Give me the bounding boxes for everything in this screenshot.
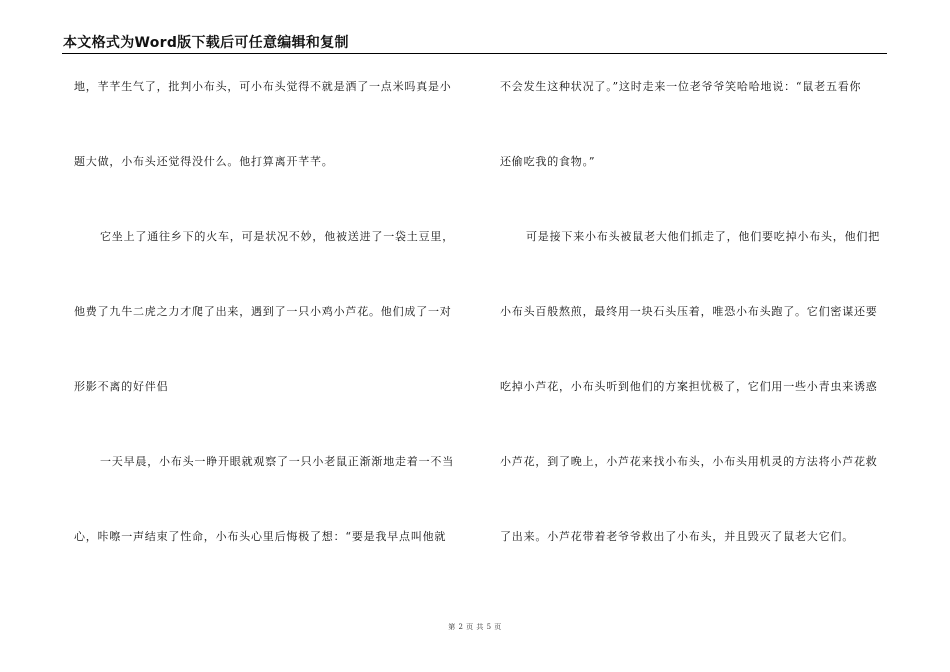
page-number-footer: 第 2 页 共 5 页 [448,623,502,631]
text-line: 不会发生这种状况了。”这时走来一位老爷爷笑哈哈地说：“鼠老五看你 [500,80,862,93]
text-line: 形影不离的好伴侣 [74,380,169,393]
text-line: 一天早晨，小布头一睁开眼就观察了一只小老鼠正渐渐地走着一不当 [100,455,454,468]
text-line: 题大做，小布头还觉得没什么。他打算离开芊芊。 [74,155,334,168]
text-line: 地，芊芊生气了，批判小布头，可小布头觉得不就是洒了一点米吗真是小 [74,80,452,93]
text-line: 它坐上了通往乡下的火车，可是状况不妙，他被送进了一袋土豆里， [100,230,454,243]
text-line: 还偷吃我的食物。” [500,155,596,168]
text-line: 可是接下来小布头被鼠老大他们抓走了，他们要吃掉小布头，他们把 [526,230,880,243]
text-line: 心，咔嚓一声结束了性命，小布头心里后悔极了想：“要是我早点叫他就 [74,530,447,543]
document-header-title: 本文格式为Word版下载后可任意编辑和复制 [63,35,349,51]
text-line: 小布头百般熬煎，最终用一块石头压着，唯恐小布头跑了。它们密谋还要 [500,305,878,318]
text-line: 小芦花，到了晚上，小芦花来找小布头，小布头用机灵的方法将小芦花救 [500,455,878,468]
text-line: 吃掉小芦花，小布头听到他们的方案担忧极了，它们用一些小青虫来诱惑 [500,380,878,393]
header-divider [62,53,887,54]
text-line: 了出来。小芦花带着老爷爷救出了小布头，并且毁灭了鼠老大它们。 [500,530,854,543]
text-line: 他费了九牛二虎之力才爬了出来，遇到了一只小鸡小芦花。他们成了一对 [74,305,452,318]
